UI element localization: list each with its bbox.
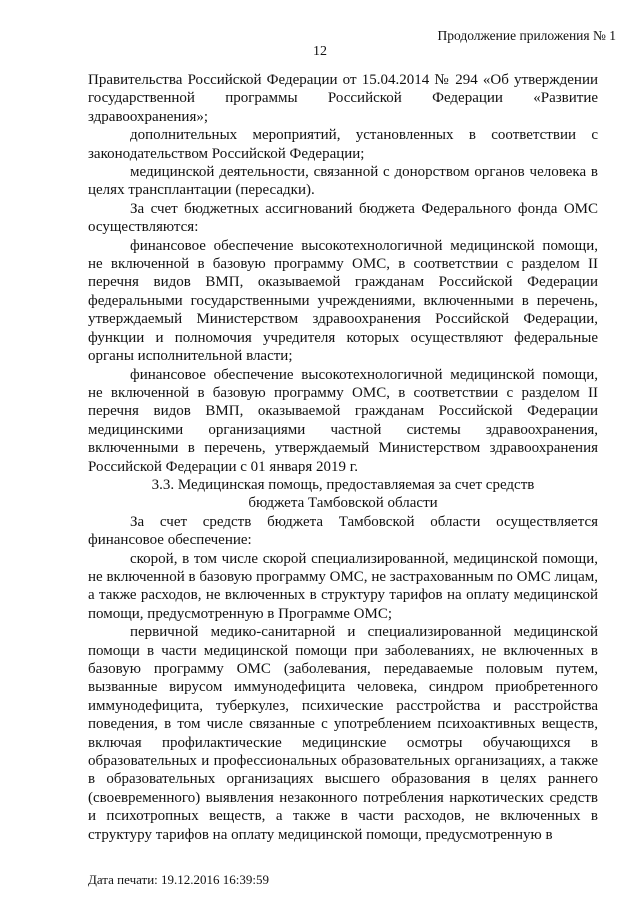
paragraph: финансовое обеспечение высокотехнологичной медицинской помощи, не включенной в базовую программу ОМС, в соответствии с разделом II перечня видов ВМП, оказываемой гражданам Российской Федерации медицинскими организациями частной системы здравоохранения, включенными в перечень, утверждаемый Министерством здравоохранения Российской Федерации с 01 января 2019 г. bbox=[88, 366, 598, 475]
paragraph: За счет бюджетных ассигнований бюджета Федерального фонда ОМС осуществляются: bbox=[88, 200, 598, 236]
paragraph: первичной медико-санитарной и специализированной медицинской помощи в части медицинской помощи при заболеваниях, не включенных в базовую программу ОМС (заболевания, передаваемые половым путем, вызванные вирусом иммунодефицита человека, синдром приобретенного иммунодефицита, туберкулез, психические расстройства и расстройства поведения, в том числе связанные с употреблением психоактивных веществ, включая профилактические медицинские осмотры обучающихся в образовательных и профессиональных образовательных организациях, а также в образовательных организациях высшего образования в целях раннего (своевременного) выявления незаконного потребления наркотических средств и психотропных веществ, а также в части расходов, не включенных в структуру тарифов на оплату медицинской помощи, предусмотренную в bbox=[88, 624, 598, 843]
paragraph: финансовое обеспечение высокотехнологичной медицинской помощи, не включенной в базовую программу ОМС, в соответствии с разделом II перечня видов ВМП, оказываемой гражданам Российской Федерации федеральными государственными учреждениями, включенными в перечень, утверждаемый Министерством здравоохранения Российской Федерации, функции и полномочия учредителя которых осуществляют федеральные органы исполнительной власти; bbox=[88, 237, 598, 365]
page-number: 12 bbox=[313, 44, 327, 59]
paragraph: За счет средств бюджета Тамбовской области осуществляется финансовое обеспечение: bbox=[88, 513, 598, 549]
print-date: Дата печати: 19.12.2016 16:39:59 bbox=[88, 872, 270, 887]
paragraph: медицинской деятельности, связанной с донорством органов человека в целях трансплантации (пересадки). bbox=[88, 164, 598, 199]
paragraph: скорой, в том числе скорой специализированной, медицинской помощи, не включенной в базовую программу ОМС, не застрахованным по ОМС лицам, а также расходов, не включенных в структуру тарифов на оплату медицинской помощи, предусмотренную в Программе ОМС; bbox=[88, 550, 598, 622]
appendix-continuation-label: Продолжение приложения № 1 bbox=[437, 28, 616, 43]
paragraph: Правительства Российской Федерации от 15.04.2014 № 294 «Об утверждении государственной программы Российской Федерации «Развитие здравоохранения»; bbox=[88, 72, 598, 125]
document-body bbox=[88, 71, 598, 844]
paragraph: дополнительных мероприятий, установленных в соответствии с законодательством Российской Федерации; bbox=[88, 127, 598, 162]
section-heading-line-2: бюджета Тамбовской области bbox=[248, 495, 438, 512]
section-heading-line-1: 3.3. Медицинская помощь, предоставляемая за счет средств bbox=[151, 476, 535, 493]
section-heading bbox=[88, 476, 598, 513]
